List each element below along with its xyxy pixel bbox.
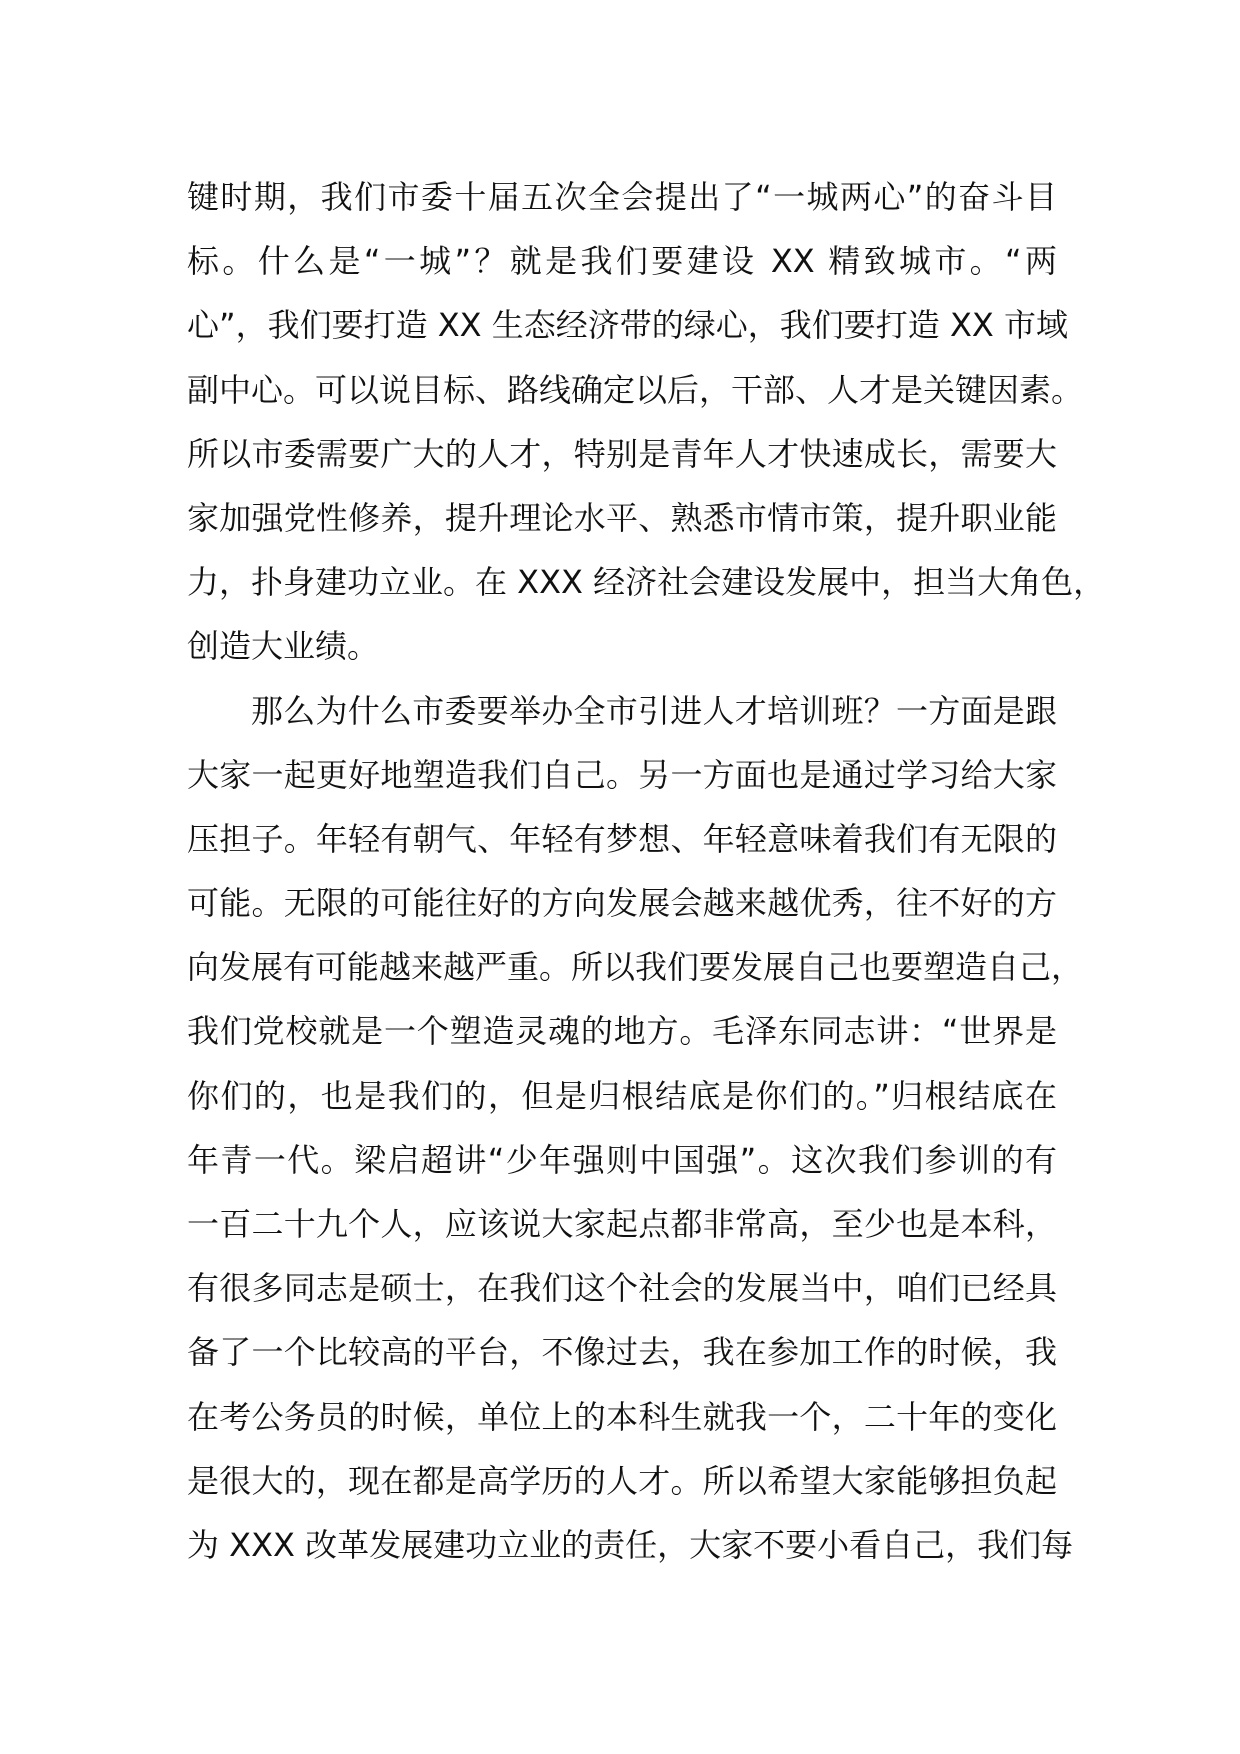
paragraph-1 (187, 165, 1106, 679)
text-line: 有很多同志是硕士，在我们这个社会的发展当中，咱们已经具 (187, 1269, 1057, 1308)
text-line: 键时期，我们市委十届五次全会提出了“一城两心”的奋斗目 (187, 178, 1057, 216)
text-line: 压担子。年轻有朝气、年轻有梦想、年轻意味着我们有无限的 (187, 819, 1057, 858)
text-line: 一百二十九个人，应该说大家起点都非常高，至少也是本科， (187, 1205, 1057, 1243)
paragraph-2 (187, 679, 1084, 1578)
text-line: 你们的，也是我们的，但是归根结底是你们的。”归根结底在 (187, 1076, 1057, 1115)
text-line: 向发展有可能越来越严重。所以我们要发展自己也要塑造自己， (187, 948, 1084, 987)
text-line: 年青一代。梁启超讲“少年强则中国强”。这次我们参训的有 (187, 1140, 1057, 1179)
text-line: 心”，我们要打造 XX 生态经济带的绿心，我们要打造 XX 市域 (187, 306, 1068, 345)
text-line: 为 XXX 改革发展建功立业的责任，大家不要小看自己，我们每 (187, 1525, 1074, 1564)
text-line: 是很大的，现在都是高学历的人才。所以希望大家能够担负起 (187, 1461, 1057, 1500)
text-line: 备了一个比较高的平台，不像过去，我在参加工作的时候，我 (187, 1333, 1057, 1372)
text-line: 大家一起更好地塑造我们自己。另一方面也是通过学习给大家 (187, 755, 1057, 794)
text-line: 我们党校就是一个塑造灵魂的地方。毛泽东同志讲：“世界是 (187, 1012, 1057, 1051)
text-line: 副中心。可以说目标、路线确定以后，干部、人才是关键因素。 (187, 370, 1084, 409)
text-line: 在考公务员的时候，单位上的本科生就我一个，二十年的变化 (187, 1397, 1057, 1436)
text-line: 家加强党性修养，提升理论水平、熟悉市情市策，提升职业能 (187, 498, 1057, 537)
text-line: 所以市委需要广大的人才，特别是青年人才快速成长，需要大 (187, 434, 1057, 473)
document-page (187, 165, 1106, 1577)
text-line: 可能。无限的可能往好的方向发展会越来越优秀，往不好的方 (187, 884, 1057, 923)
text-line: 力，扑身建功立业。在 XXX 经济社会建设发展中，担当大角色， (187, 563, 1106, 602)
text-line: 那么为什么市委要举办全市引进人才培训班？一方面是跟 (251, 691, 1057, 730)
text-line: 标。什么是“一城”？就是我们要建设 XX 精致城市。“两 (187, 242, 1057, 281)
text-line: 创造大业绩。 (187, 627, 380, 666)
